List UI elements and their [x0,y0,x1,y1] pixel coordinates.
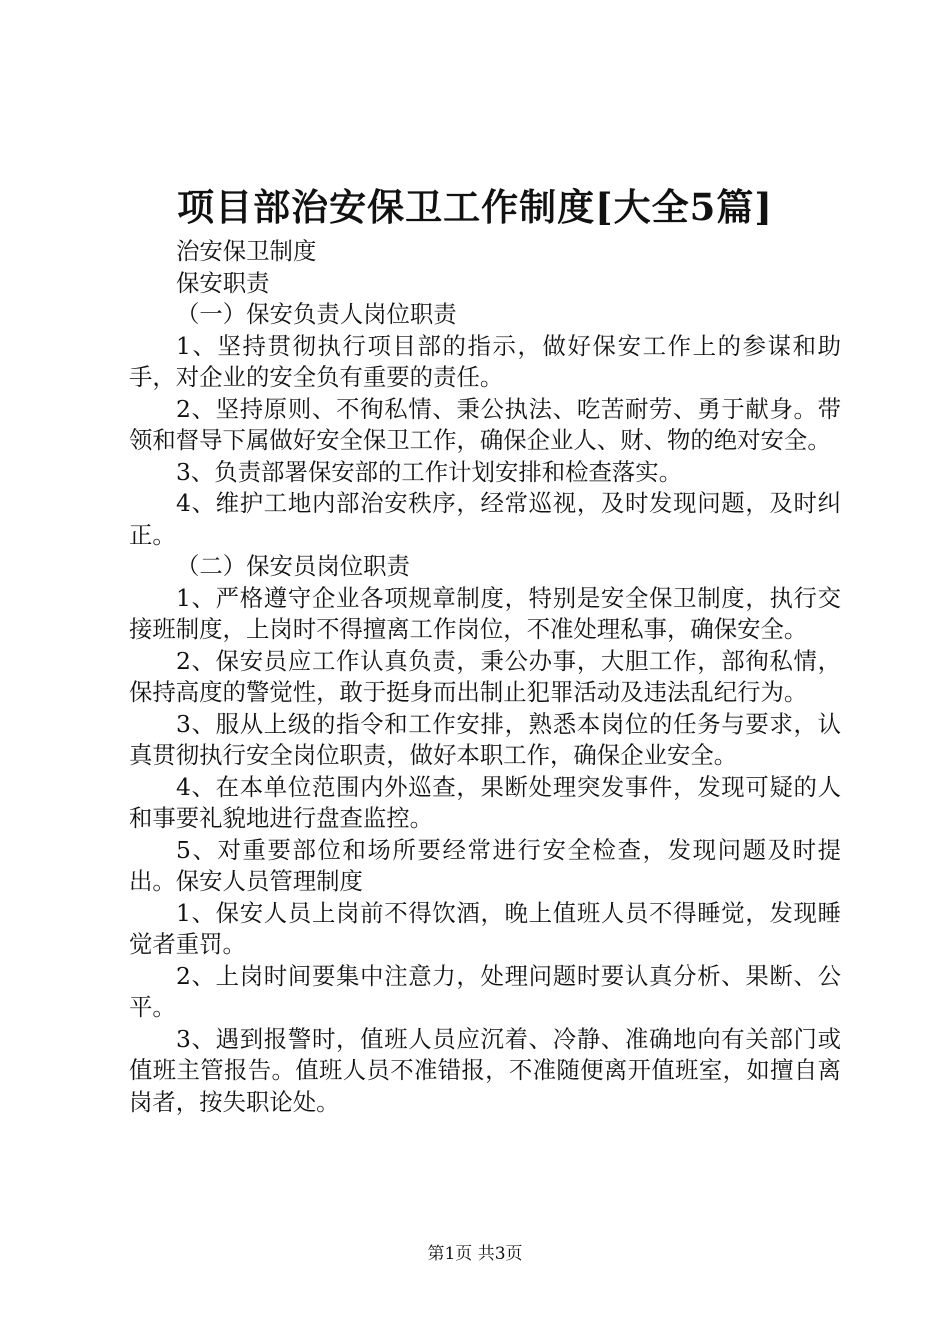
paragraph-section-2-item-4: 4、在本单位范围内外巡查，果断处理突发事件，发现可疑的人和事要礼貌地进行盘查监控。 [129,772,841,832]
paragraph-section-2-item-2: 2、保安员应工作认真负责，秉公办事，大胆工作，部徇私情，保持高度的警觉性，敢于挺身而出制止犯罪活动及违法乱纪行为。 [129,646,841,706]
paragraph-management-item-2: 2、上岗时间要集中注意力，处理问题时要认真分析、果断、公平。 [129,961,841,1021]
paragraph-section-2-item-1: 1、严格遵守企业各项规章制度，特别是安全保卫制度，执行交接班制度，上岗时不得擅离工作岗位，不准处理私事，确保安全。 [129,583,841,643]
paragraph-security-system: 治安保卫制度 [176,237,317,265]
paragraph-section-1-item-1: 1、坚持贯彻执行项目部的指示，做好保安工作上的参谋和助手，对企业的安全负有重要的责任。 [129,331,841,391]
document-body [129,236,841,1118]
paragraph-management-item-1: 1、保安人员上岗前不得饮酒，晚上值班人员不得睡觉，发现睡觉者重罚。 [129,898,841,958]
paragraph-section-2-item-5: 5、对重要部位和场所要经常进行安全检查，发现问题及时提出。保安人员管理制度 [129,835,841,895]
paragraph-section-1-item-3: 3、负责部署保安部的工作计划安排和检查落实。 [176,457,683,486]
paragraph-section-2-item-3: 3、服从上级的指令和工作安排，熟悉本岗位的任务与要求，认真贯彻执行安全岗位职责，做好本职工作，确保企业安全。 [129,709,841,769]
paragraph-security-duties: 保安职责 [176,268,270,297]
paragraph-section-1-item-4: 4、维护工地内部治安秩序，经常巡视，及时发现问题，及时纠正。 [129,489,841,549]
document-title: 项目部治安保卫工作制度[大全5篇] [177,185,773,229]
paragraph-management-item-3: 3、遇到报警时，值班人员应沉着、冷静、准确地向有关部门或值班主管报告。值班人员不准错报，不准随便离开值班室，如擅自离岗者，按失职论处。 [129,1024,841,1116]
paragraph-section-1-item-2: 2、坚持原则、不徇私情、秉公执法、吃苦耐劳、勇于献身。带领和督导下属做好安全保卫工作，确保企业人、财、物的绝对安全。 [129,394,841,454]
page-number-footer: 第1页 共3页 [427,1244,523,1264]
paragraph-section-2-heading: （二）保安员岗位职责 [176,552,410,580]
paragraph-section-1-heading: （一）保安负责人岗位职责 [176,300,457,328]
